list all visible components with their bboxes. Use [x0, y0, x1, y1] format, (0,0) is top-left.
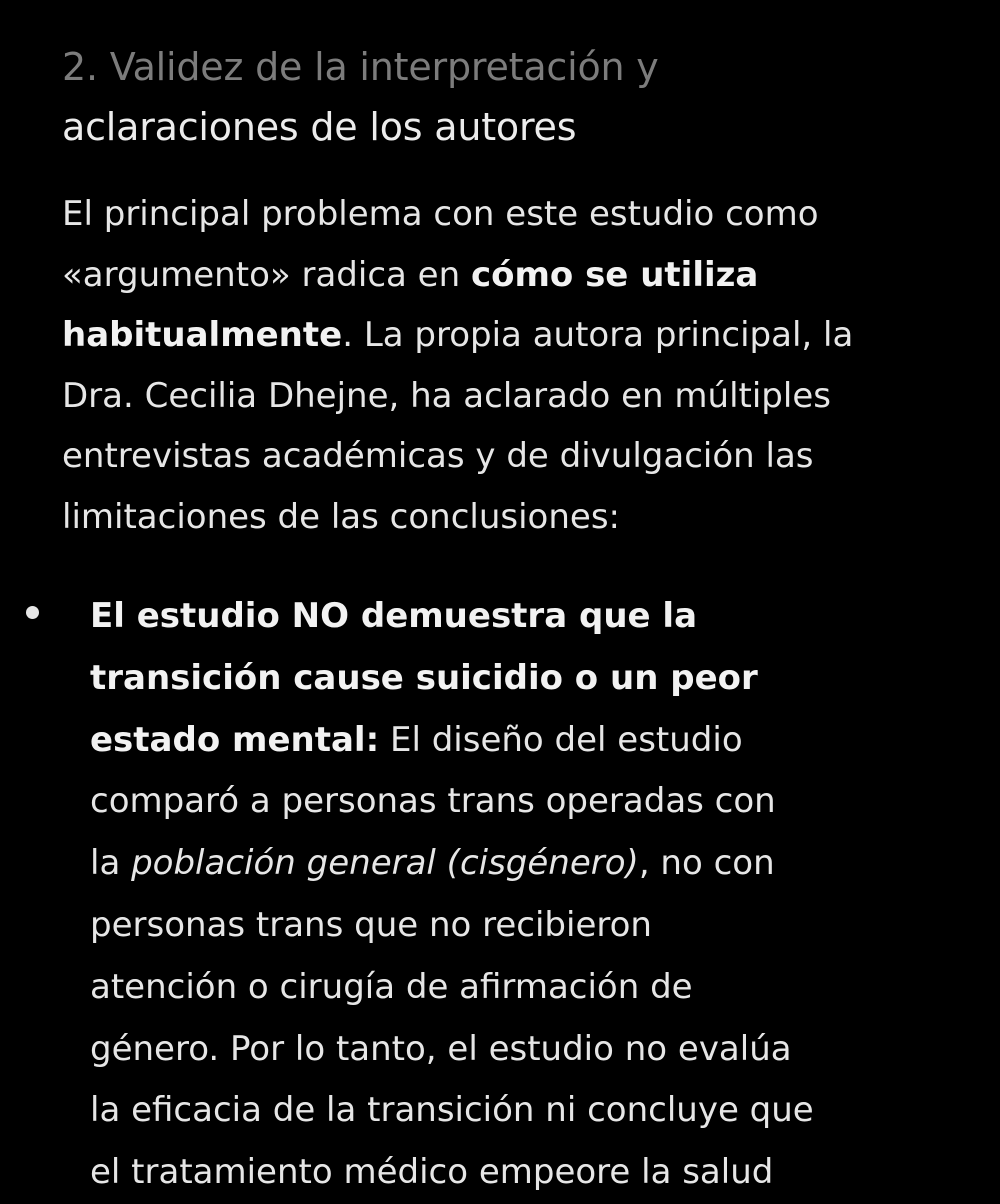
bullet-dot-icon	[26, 606, 39, 619]
bullet-text: , no con	[638, 843, 775, 884]
paragraph-text: «argumento» radica en	[62, 254, 471, 295]
bullet-text: la	[90, 843, 132, 884]
paragraph-text: Dra. Cecilia Dhejne, ha aclarado en múltiples	[62, 375, 831, 416]
bullet-line	[90, 1142, 910, 1204]
section-heading-line-2: aclaraciones de los autores	[62, 105, 577, 149]
paragraph-text: entrevistas académicas y de divulgación las	[62, 436, 814, 476]
paragraph-line	[62, 245, 962, 306]
bullet-bold-text: transición cause suicidio o un peor	[90, 657, 758, 698]
paragraph-text: El principal problema con este estudio como	[62, 194, 819, 234]
paragraph-line	[62, 426, 962, 487]
paragraph-line	[62, 184, 962, 245]
bullet-line	[90, 648, 910, 710]
bullet-bold-text: El estudio NO demuestra que la	[90, 596, 698, 636]
bullet-text: la eficacia de la transición ni concluye que	[90, 1090, 814, 1131]
bullet-text: El diseño del estudio	[379, 719, 743, 760]
paragraph-text: limitaciones de las conclusiones:	[62, 496, 620, 537]
bullet-line	[90, 710, 910, 772]
bullet-line	[90, 1019, 910, 1081]
paragraph-bold-text: habitualmente	[62, 315, 343, 355]
paragraph-line	[62, 366, 962, 427]
bullet-line	[90, 586, 910, 648]
bullet-line	[90, 833, 910, 895]
paragraph-line	[62, 487, 962, 548]
bullet-line	[90, 771, 910, 833]
bullet-bold-text: estado mental:	[90, 719, 380, 760]
section-heading-line-1: 2. Validez de la interpretación y	[62, 45, 659, 89]
paragraph-line	[62, 305, 962, 366]
paragraph-bold-text: cómo se utiliza	[470, 254, 759, 295]
bullet-text: el tratamiento médico empeore la salud	[90, 1152, 774, 1193]
bullet-line	[90, 1080, 910, 1142]
bullet-text: comparó a personas trans operadas con	[90, 781, 776, 822]
bullet-text: género. Por lo tanto, el estudio no evalúa	[90, 1028, 792, 1069]
bullet-line	[90, 895, 910, 957]
bullet-list-item	[90, 586, 910, 1204]
bullet-text: atención o cirugía de afirmación de	[90, 966, 693, 1007]
paragraph-text: . La propia autora principal, la	[342, 315, 854, 355]
bullet-line	[90, 957, 910, 1019]
bullet-text: personas trans que no recibieron	[90, 904, 652, 945]
bullet-italic-text: población general (cisgénero)	[131, 843, 639, 884]
intro-paragraph	[62, 184, 962, 547]
